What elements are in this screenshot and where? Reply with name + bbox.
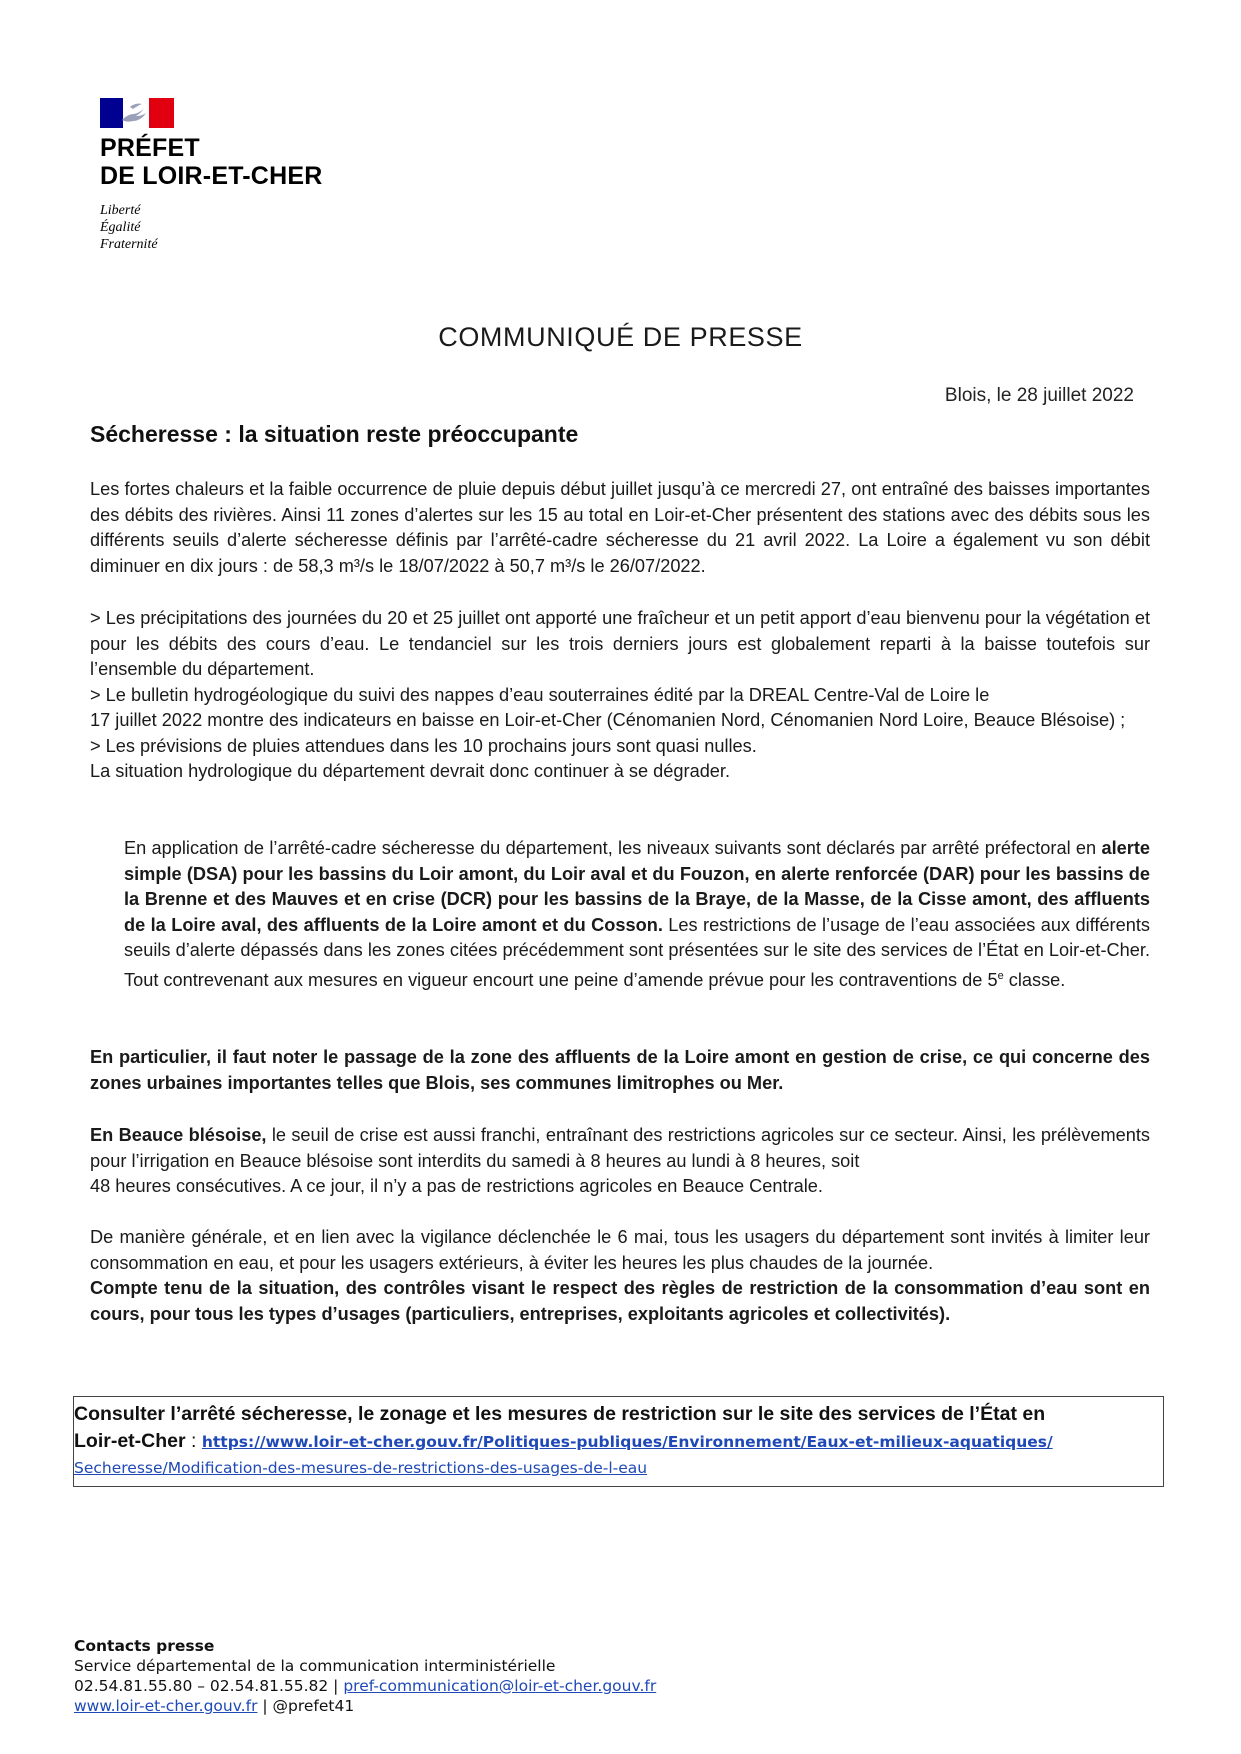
beauce-text: le seuil de crise est aussi franchi, entraînant des restrictions agricoles sur ce secteur. Ainsi, les prélèvements pour l’irrigation en Beauce blésoise sont interdits du samedi à 8 heures au lundi à 8 heures, soit [90,1125,1150,1171]
bullet-bulletin-line1: > Le bulletin hydrogéologique du suivi des nappes d’eau souterraines édité par la DREAL Centre-Val de Loire le [90,684,990,705]
application-restrictions: Les restrictions de l’usage de l’eau associées aux différents seuils d’alerte dépassés dans les zones citées précédemment sont présentées sur le site des services de l’État en Loir-et-Cher. Tout contrevenant aux mesures en vigueur encourt une peine d’amende prévue pour les contraventions de 5 [124,914,1150,990]
controls-text: Compte tenu de la situation, des contrôles visant le respect des règles de restriction de la consommation d’eau sont en cours, pour tous les types d’usages (particuliers, entreprises, exploitants agricoles et collectivités). [90,1278,1150,1324]
consult-lead [74,1401,1163,1455]
press-contacts [74,1636,656,1716]
motto-liberte: Liberté [100,203,141,218]
prefet-name [100,134,360,190]
marianne-logo-icon [100,98,174,128]
restriction-link-part1[interactable]: https://www.loir-et-cher.gouv.fr/Politiques-publiques/Environnement/Eaux-et-milieux-aquatiques/ [201,1433,1053,1451]
contacts-email-link[interactable]: pref-communication@loir-et-cher.gouv.fr [343,1677,657,1695]
crisis-paragraph [90,1045,1150,1096]
bullet-previsions: > Les prévisions de pluies attendues dans les 10 prochains jours sont quasi nulles. [90,735,757,756]
document-date: Blois, le 28 juillet 2022 [944,385,1134,406]
beauce-paragraph [90,1123,1150,1200]
prefet-logo [100,98,360,253]
consult-link-box [73,1396,1164,1487]
contacts-phone-email [74,1676,656,1696]
logo-line-2: DE LOIR-ET-CHER [100,162,323,190]
application-levels: alerte simple (DSA) pour les bassins du Loir amont, du Loir aval et du Fouzon, en alerte renforcée (DAR) pour les bassins de la Brenne et des Mauves et en crise (DCR) pour les bassins de la Braye, de la Masse, de la Cisse amont, des affluents de la Loire aval, des affluents de la Loire amont et du Cosson. [124,838,1150,935]
restriction-link-line2 [74,1455,1163,1481]
beauce-bold: En Beauce blésoise, [90,1125,267,1145]
document-title: COMMUNIQUÉ DE PRESSE [438,322,803,352]
bullet-precipitations: > Les précipitations des journées du 20 et 25 juillet ont apporté une fraîcheur et un petit apport d’eau bienvenu pour la végétation et pour les débits des cours d’eau. Le tendanciel sur les trois derniers jours est globalement reparti à la baisse toutefois sur l’ensemble du département. [90,608,1150,679]
headline: Sécheresse : la situation reste préoccupante [90,421,579,447]
crisis-text: En particulier, il faut noter le passage de la zone des affluents de la Loire amont en gestion de crise, ce qui concerne des zones urbaines importantes telles que Blois, ses communes limitrophes ou Mer. [90,1047,1150,1093]
bullet-bulletin-line2: 17 juillet 2022 montre des indicateurs en baisse en Loir-et-Cher (Cénomanien Nord, Cénomanien Nord Loire, Beauce Blésoise) ; [90,710,1126,730]
consult-separator: : [185,1430,202,1452]
motto-egalite: Égalité [100,220,141,235]
twitter-handle: | @prefet41 [257,1697,355,1715]
contacts-service: Service départemental de la communication interministérielle [74,1657,556,1675]
intro-paragraph [90,477,1150,579]
application-end: classe. [1003,969,1066,990]
general-paragraph [90,1225,1150,1327]
intro-text: Les fortes chaleurs et la faible occurrence de pluie depuis début juillet jusqu’à ce mercredi 27, ont entraîné des baisses importantes des débits des rivières. Ainsi 11 zones d’alertes sur les 15 au total en Loir-et-Cher présentent des stations avec des débits sous les différents seuils d’alerte sécheresse définis par l’arrêté-cadre sécheresse du 21 avril 2022. La Loire a également vu son débit diminuer en dix jours : de 58,3 m³/s le 18/07/2022 à 50,7 m³/s le 26/07/2022. [90,479,1150,576]
logo-line-1: PRÉFET [100,134,200,162]
beauce-line1 [90,1123,1150,1174]
contacts-web [74,1696,656,1716]
conclusion-text: La situation hydrologique du département devrait donc continuer à se dégrader. [90,761,731,781]
contacts-phones: 02.54.81.55.80 – 02.54.81.55.82 | [74,1677,344,1695]
website-link[interactable]: www.loir-et-cher.gouv.fr [74,1697,258,1715]
republic-motto [100,202,360,253]
application-paragraph [124,836,1150,993]
contacts-title: Contacts presse [74,1637,215,1655]
motto-fraternite: Fraternité [100,237,158,252]
general-text: De manière générale, et en lien avec la vigilance déclenchée le 6 mai, tous les usagers du département sont invités à limiter leur consommation en eau, et pour les usagers extérieurs, à éviter les heures les plus chaudes de la journée. [90,1227,1150,1273]
consult-lead-line1: Consulter l’arrêté sécheresse, le zonage et les mesures de restriction sur le site des services de l’État en [74,1403,1046,1425]
beauce-line2: 48 heures consécutives. A ce jour, il n’y a pas de restrictions agricoles en Beauce Centrale. [90,1176,823,1196]
application-text [124,836,1150,993]
restriction-link-part2[interactable]: Secheresse/Modification-des-mesures-de-restrictions-des-usages-de-l-eau [74,1459,648,1477]
bullet-list [90,606,1150,785]
superscript-e: e [997,969,1004,982]
consult-lead-line2: Loir-et-Cher [74,1430,186,1452]
application-intro: En application de l’arrêté-cadre sécheresse du département, les niveaux suivants sont déclarés par arrêté préfectoral en [124,838,1102,858]
